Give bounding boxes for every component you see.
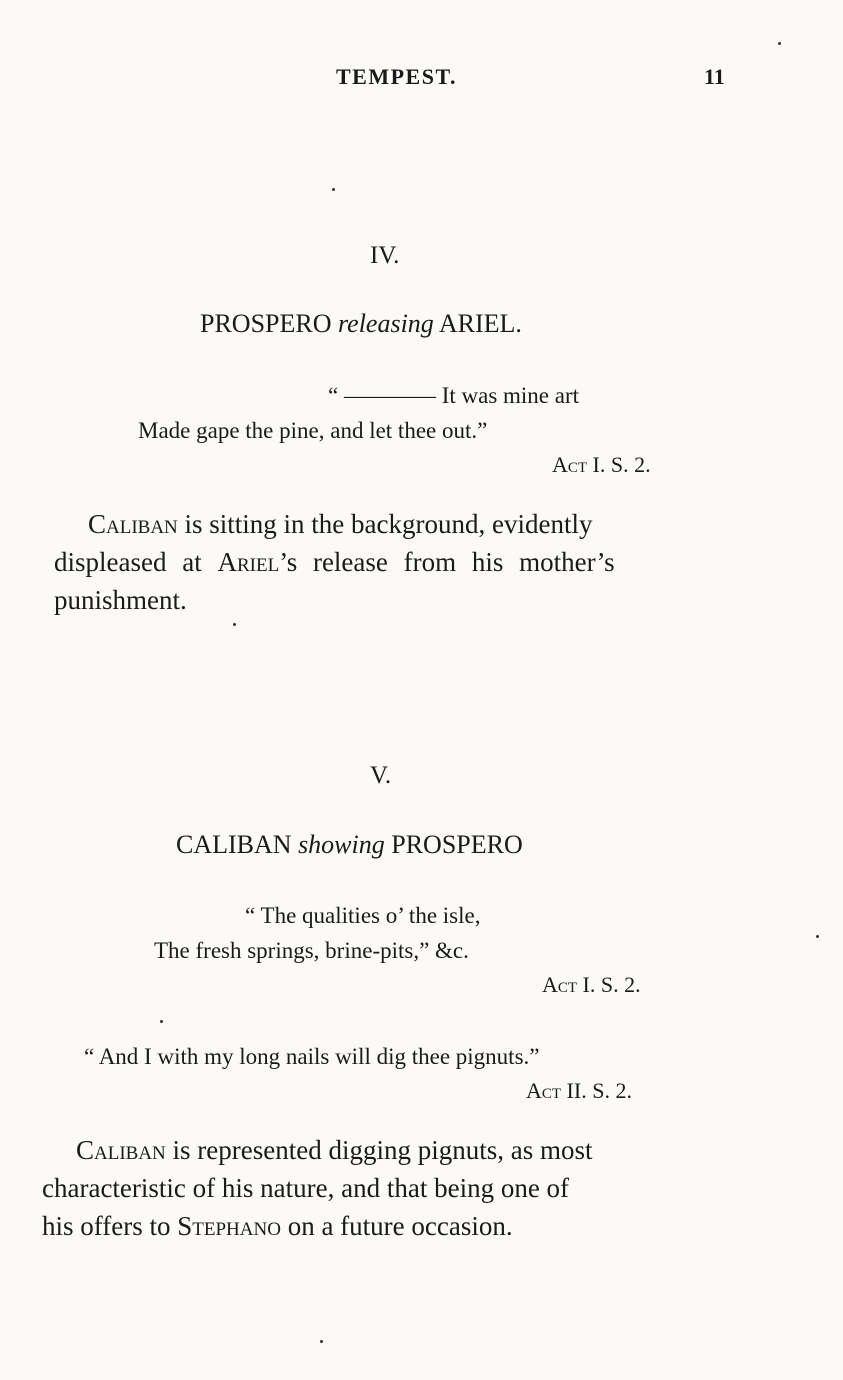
paragraph-line: characteristic of his nature, and that being one of bbox=[42, 1173, 570, 1203]
section-title-iv bbox=[200, 309, 522, 339]
quote-line: “ The qualities o’ the isle, bbox=[245, 903, 481, 928]
print-speck bbox=[160, 1020, 163, 1023]
character-name: Caliban bbox=[88, 509, 178, 539]
print-speck bbox=[233, 623, 236, 626]
quote-line: “ ———— It was mine art bbox=[328, 383, 580, 408]
paragraph-line: displeased at Ariel’s release from his mother’s bbox=[54, 547, 615, 577]
paragraph-line: punishment. bbox=[54, 585, 187, 615]
character-name: Caliban bbox=[76, 1135, 166, 1165]
quote-line: “ And I with my long nails will dig thee pignuts.” bbox=[84, 1044, 540, 1069]
quote-line: The fresh springs, brine-pits,” &c. bbox=[154, 938, 469, 963]
quote-line: Made gape the pine, and let thee out.” bbox=[138, 418, 488, 443]
character-name: Ariel bbox=[217, 547, 280, 577]
paragraph-line: his offers to Stephano on a future occasion. bbox=[42, 1211, 513, 1241]
print-speck bbox=[332, 188, 335, 191]
page-number: 11 bbox=[704, 64, 725, 89]
title-verb: releasing bbox=[338, 309, 434, 338]
title-subject: PROSPERO bbox=[200, 309, 332, 338]
title-verb: showing bbox=[298, 830, 385, 859]
paragraph-line: Caliban is represented digging pignuts, as most bbox=[76, 1135, 593, 1165]
citation: Act I. S. 2. bbox=[542, 972, 641, 997]
title-object: ARIEL. bbox=[438, 309, 522, 338]
section-numeral-v: V. bbox=[370, 762, 392, 789]
paragraph-line: Caliban is sitting in the background, evidently bbox=[88, 509, 593, 539]
print-speck bbox=[816, 935, 819, 938]
print-speck bbox=[320, 1340, 323, 1343]
section-numeral-iv: IV. bbox=[370, 242, 400, 269]
citation: Act II. S. 2. bbox=[526, 1078, 632, 1103]
title-object: PROSPERO bbox=[391, 830, 523, 859]
running-title: TEMPEST. bbox=[336, 64, 458, 89]
print-speck bbox=[778, 42, 781, 45]
character-name: Stephano bbox=[177, 1211, 281, 1241]
section-title-v bbox=[176, 830, 523, 860]
title-subject: CALIBAN bbox=[176, 830, 292, 859]
citation: Act I. S. 2. bbox=[552, 452, 651, 477]
